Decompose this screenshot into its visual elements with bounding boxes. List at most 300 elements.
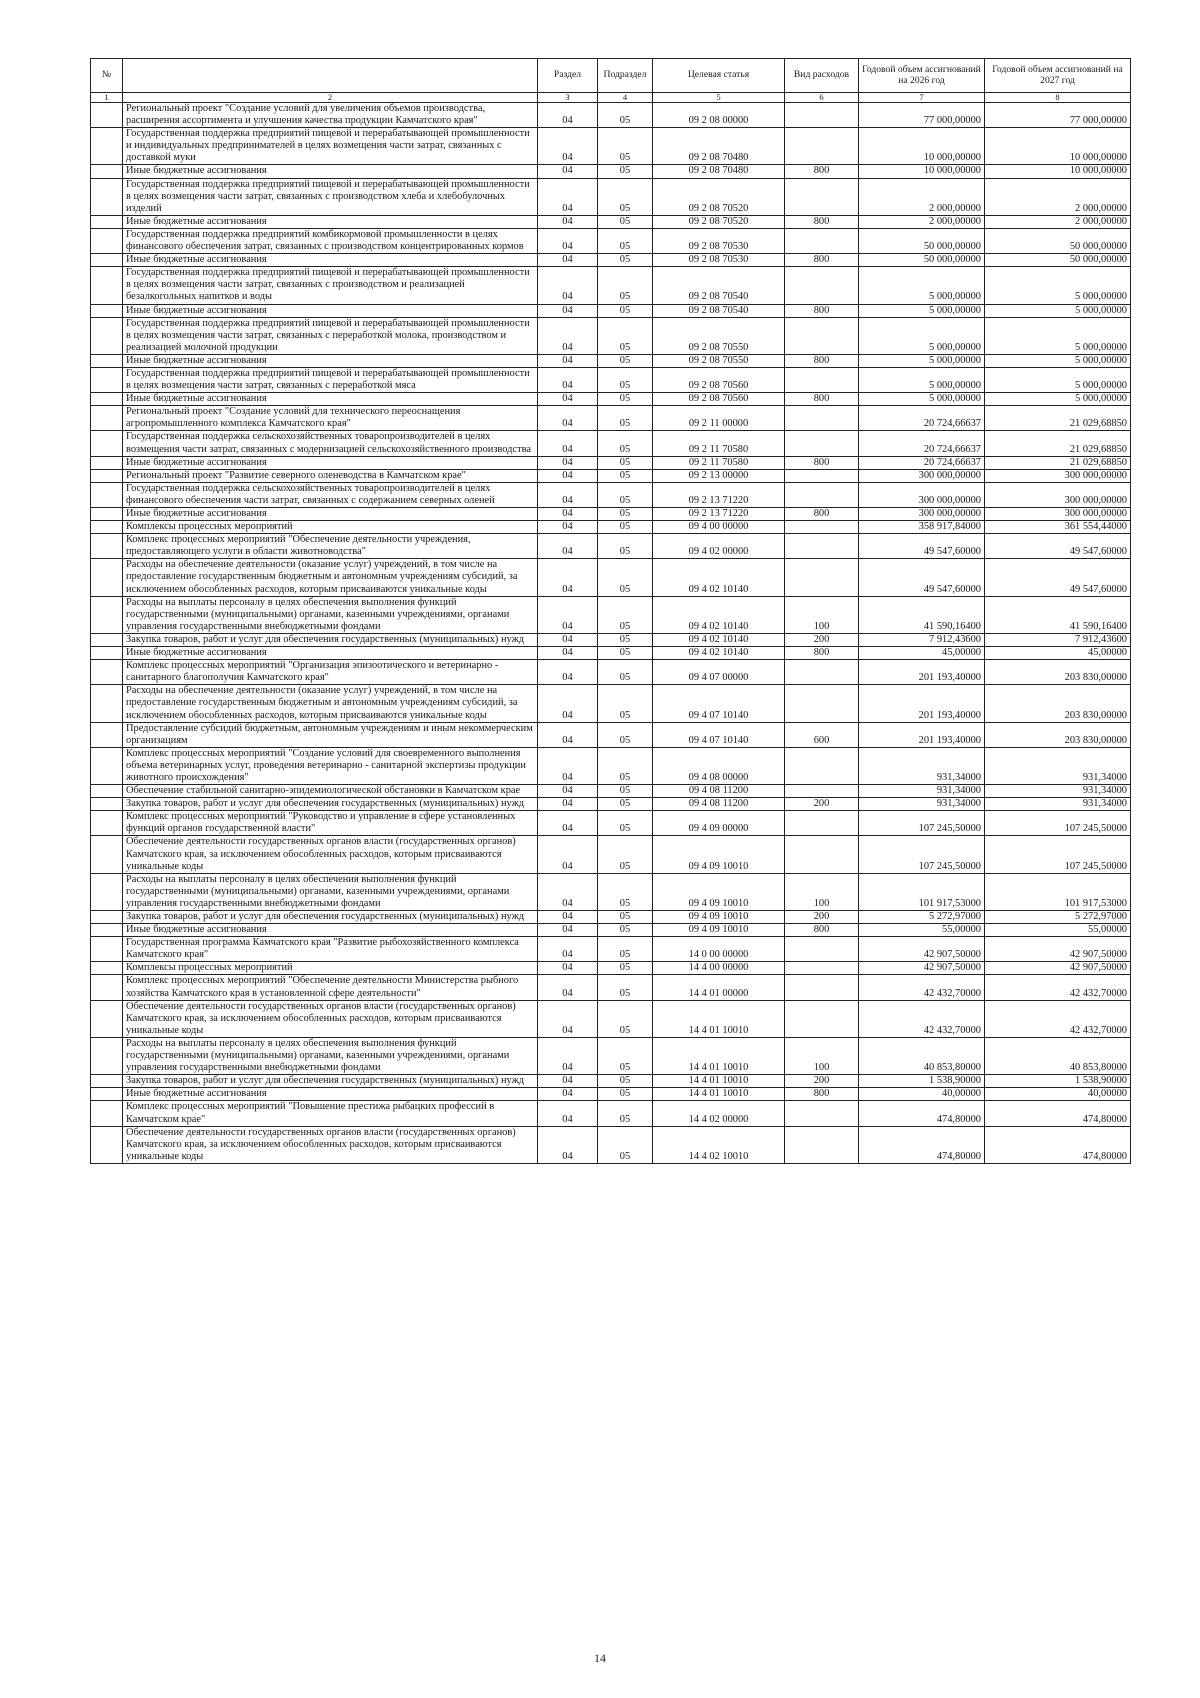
section-cell: 04 xyxy=(538,975,598,1000)
item-name-cell: Закупка товаров, работ и услуг для обеспечения государственных (муниципальных) нужд xyxy=(123,633,538,646)
amount-2027-cell: 42 907,50000 xyxy=(985,937,1131,962)
row-number-cell xyxy=(91,911,123,924)
amount-2027-cell: 49 547,60000 xyxy=(985,559,1131,596)
section-cell: 04 xyxy=(538,722,598,747)
row-number-cell xyxy=(91,431,123,456)
target-article-cell: 09 4 08 11200 xyxy=(653,798,785,811)
subsection-cell: 05 xyxy=(598,660,653,685)
amount-2026-cell: 931,34000 xyxy=(859,798,985,811)
section-cell: 04 xyxy=(538,937,598,962)
row-number-cell xyxy=(91,178,123,215)
expense-type-cell xyxy=(785,317,859,354)
target-article-cell: 09 2 08 70520 xyxy=(653,178,785,215)
row-number-cell xyxy=(91,924,123,937)
target-article-cell: 09 4 02 10140 xyxy=(653,647,785,660)
amount-2027-cell: 107 245,50000 xyxy=(985,811,1131,836)
expense-type-cell: 100 xyxy=(785,596,859,633)
expense-type-cell xyxy=(785,975,859,1000)
subsection-cell: 05 xyxy=(598,722,653,747)
subsection-cell: 05 xyxy=(598,128,653,165)
section-cell: 04 xyxy=(538,367,598,392)
amount-2027-cell: 203 830,00000 xyxy=(985,685,1131,722)
expense-type-cell xyxy=(785,469,859,482)
table-row xyxy=(91,304,1131,317)
amount-2026-cell: 201 193,40000 xyxy=(859,722,985,747)
section-cell: 04 xyxy=(538,911,598,924)
section-cell: 04 xyxy=(538,406,598,431)
expense-type-cell: 800 xyxy=(785,215,859,228)
table-row xyxy=(91,228,1131,253)
table-row xyxy=(91,254,1131,267)
subsection-cell: 05 xyxy=(598,103,653,128)
subsection-cell: 05 xyxy=(598,924,653,937)
amount-2027-cell: 55,00000 xyxy=(985,924,1131,937)
expense-type-cell xyxy=(785,178,859,215)
table-row xyxy=(91,1088,1131,1101)
target-article-cell: 09 4 09 10010 xyxy=(653,836,785,873)
subsection-cell: 05 xyxy=(598,534,653,559)
section-cell: 04 xyxy=(538,431,598,456)
amount-2026-cell: 5 000,00000 xyxy=(859,367,985,392)
header-target-article: Целевая статья xyxy=(653,59,785,93)
section-cell: 04 xyxy=(538,962,598,975)
target-article-cell: 09 4 09 10010 xyxy=(653,911,785,924)
amount-2027-cell: 5 000,00000 xyxy=(985,367,1131,392)
item-name-cell: Закупка товаров, работ и услуг для обеспечения государственных (муниципальных) нужд xyxy=(123,798,538,811)
expense-type-cell xyxy=(785,1101,859,1126)
subsection-cell: 05 xyxy=(598,811,653,836)
expense-type-cell xyxy=(785,228,859,253)
target-article-cell: 14 4 01 10010 xyxy=(653,1037,785,1074)
item-name-cell: Комплекс процессных мероприятий "Организация эпизоотического и ветеринарно - санитарного благополучия Камчатского края" xyxy=(123,660,538,685)
row-number-cell xyxy=(91,228,123,253)
subsection-cell: 05 xyxy=(598,431,653,456)
target-article-cell: 09 2 08 70520 xyxy=(653,215,785,228)
expense-type-cell: 800 xyxy=(785,1088,859,1101)
table-row xyxy=(91,559,1131,596)
budget-sheet xyxy=(90,58,1130,1164)
section-cell: 04 xyxy=(538,178,598,215)
section-cell: 04 xyxy=(538,128,598,165)
table-row xyxy=(91,836,1131,873)
amount-2026-cell: 50 000,00000 xyxy=(859,228,985,253)
table-row xyxy=(91,685,1131,722)
target-article-cell: 14 4 01 10010 xyxy=(653,1088,785,1101)
column-number: 6 xyxy=(785,93,859,103)
amount-2027-cell: 45,00000 xyxy=(985,647,1131,660)
row-number-cell xyxy=(91,1037,123,1074)
subsection-cell: 05 xyxy=(598,1088,653,1101)
amount-2027-cell: 300 000,00000 xyxy=(985,482,1131,507)
subsection-cell: 05 xyxy=(598,254,653,267)
amount-2027-cell: 50 000,00000 xyxy=(985,228,1131,253)
section-cell: 04 xyxy=(538,254,598,267)
section-cell: 04 xyxy=(538,304,598,317)
row-number-cell xyxy=(91,685,123,722)
budget-rows xyxy=(91,103,1131,1164)
target-article-cell: 14 4 01 10010 xyxy=(653,1000,785,1037)
item-name-cell: Иные бюджетные ассигнования xyxy=(123,215,538,228)
table-row xyxy=(91,165,1131,178)
subsection-cell: 05 xyxy=(598,911,653,924)
subsection-cell: 05 xyxy=(598,215,653,228)
table-row xyxy=(91,924,1131,937)
page-number: 14 xyxy=(594,1651,606,1665)
row-number-cell xyxy=(91,103,123,128)
target-article-cell: 09 2 08 70560 xyxy=(653,393,785,406)
table-row xyxy=(91,596,1131,633)
expense-type-cell: 800 xyxy=(785,456,859,469)
table-row xyxy=(91,747,1131,784)
section-cell: 04 xyxy=(538,647,598,660)
amount-2026-cell: 201 193,40000 xyxy=(859,660,985,685)
section-cell: 04 xyxy=(538,165,598,178)
table-row xyxy=(91,633,1131,646)
expense-type-cell xyxy=(785,367,859,392)
target-article-cell: 09 2 08 70540 xyxy=(653,304,785,317)
amount-2027-cell: 41 590,16400 xyxy=(985,596,1131,633)
amount-2026-cell: 931,34000 xyxy=(859,785,985,798)
item-name-cell: Расходы на обеспечение деятельности (оказание услуг) учреждений, в том числе на предоставление государственным бюджетным и автономным учреждениям субсидий, за исключением обособленных расходов, которым присваиваются уникальные коды xyxy=(123,559,538,596)
item-name-cell: Предоставление субсидий бюджетным, автономным учреждениям и иным некоммерческим организациям xyxy=(123,722,538,747)
expense-type-cell xyxy=(785,1000,859,1037)
table-row xyxy=(91,406,1131,431)
target-article-cell: 09 4 09 00000 xyxy=(653,811,785,836)
table-row xyxy=(91,267,1131,304)
expense-type-cell xyxy=(785,836,859,873)
table-row xyxy=(91,393,1131,406)
section-cell: 04 xyxy=(538,103,598,128)
amount-2026-cell: 10 000,00000 xyxy=(859,128,985,165)
expense-type-cell xyxy=(785,559,859,596)
header-name xyxy=(123,59,538,93)
expense-type-cell xyxy=(785,267,859,304)
expense-type-cell: 200 xyxy=(785,633,859,646)
amount-2027-cell: 931,34000 xyxy=(985,747,1131,784)
header-expense-type: Вид расходов xyxy=(785,59,859,93)
item-name-cell: Иные бюджетные ассигнования xyxy=(123,508,538,521)
subsection-cell: 05 xyxy=(598,508,653,521)
item-name-cell: Иные бюджетные ассигнования xyxy=(123,393,538,406)
expense-type-cell xyxy=(785,103,859,128)
table-row xyxy=(91,647,1131,660)
section-cell: 04 xyxy=(538,393,598,406)
amount-2026-cell: 300 000,00000 xyxy=(859,482,985,507)
item-name-cell: Расходы на выплаты персоналу в целях обеспечения выполнения функций государственными (муниципальными) органами, казенными учреждениями, органами управления государственными внебюджетными фондами xyxy=(123,1037,538,1074)
amount-2027-cell: 5 000,00000 xyxy=(985,354,1131,367)
target-article-cell: 09 2 08 70560 xyxy=(653,367,785,392)
row-number-cell xyxy=(91,975,123,1000)
target-article-cell: 09 2 11 00000 xyxy=(653,406,785,431)
target-article-cell: 09 2 08 70480 xyxy=(653,128,785,165)
amount-2027-cell: 2 000,00000 xyxy=(985,215,1131,228)
table-row xyxy=(91,103,1131,128)
amount-2026-cell: 77 000,00000 xyxy=(859,103,985,128)
row-number-cell xyxy=(91,596,123,633)
section-cell: 04 xyxy=(538,836,598,873)
row-number-cell xyxy=(91,367,123,392)
row-number-cell xyxy=(91,937,123,962)
amount-2026-cell: 41 590,16400 xyxy=(859,596,985,633)
subsection-cell: 05 xyxy=(598,267,653,304)
amount-2027-cell: 300 000,00000 xyxy=(985,508,1131,521)
section-cell: 04 xyxy=(538,1101,598,1126)
target-article-cell: 09 4 07 10140 xyxy=(653,722,785,747)
target-article-cell: 09 4 02 10140 xyxy=(653,596,785,633)
section-cell: 04 xyxy=(538,785,598,798)
item-name-cell: Иные бюджетные ассигнования xyxy=(123,456,538,469)
amount-2026-cell: 49 547,60000 xyxy=(859,534,985,559)
expense-type-cell: 800 xyxy=(785,354,859,367)
header-section: Раздел xyxy=(538,59,598,93)
amount-2026-cell: 42 907,50000 xyxy=(859,962,985,975)
row-number-cell xyxy=(91,304,123,317)
amount-2027-cell: 5 272,97000 xyxy=(985,911,1131,924)
subsection-cell: 05 xyxy=(598,785,653,798)
section-cell: 04 xyxy=(538,354,598,367)
row-number-cell xyxy=(91,165,123,178)
item-name-cell: Комплекс процессных мероприятий "Обеспечение деятельности учреждения, предоставляющего услуги в области животноводства" xyxy=(123,534,538,559)
table-row xyxy=(91,1075,1131,1088)
subsection-cell: 05 xyxy=(598,1075,653,1088)
section-cell: 04 xyxy=(538,660,598,685)
item-name-cell: Комплекс процессных мероприятий "Руководство и управление в сфере установленных функций органов государственной власти" xyxy=(123,811,538,836)
target-article-cell: 09 2 13 00000 xyxy=(653,469,785,482)
column-number: 5 xyxy=(653,93,785,103)
item-name-cell: Иные бюджетные ассигнования xyxy=(123,647,538,660)
section-cell: 04 xyxy=(538,1000,598,1037)
expense-type-cell xyxy=(785,747,859,784)
row-number-cell xyxy=(91,1088,123,1101)
item-name-cell: Государственная поддержка предприятий пищевой и перерабатывающей промышленности в целях возмещения части затрат, связанных с производством и реализацией безалкогольных напитков и воды xyxy=(123,267,538,304)
target-article-cell: 09 2 08 00000 xyxy=(653,103,785,128)
header-subsection: Подраздел xyxy=(598,59,653,93)
amount-2027-cell: 361 554,44000 xyxy=(985,521,1131,534)
subsection-cell: 05 xyxy=(598,456,653,469)
amount-2026-cell: 931,34000 xyxy=(859,747,985,784)
section-cell: 04 xyxy=(538,456,598,469)
amount-2026-cell: 20 724,66637 xyxy=(859,456,985,469)
table-row xyxy=(91,128,1131,165)
amount-2027-cell: 203 830,00000 xyxy=(985,660,1131,685)
amount-2026-cell: 474,80000 xyxy=(859,1101,985,1126)
row-number-cell xyxy=(91,406,123,431)
column-number-row xyxy=(91,93,1131,103)
subsection-cell: 05 xyxy=(598,304,653,317)
table-row xyxy=(91,367,1131,392)
item-name-cell: Иные бюджетные ассигнования xyxy=(123,254,538,267)
item-name-cell: Иные бюджетные ассигнования xyxy=(123,354,538,367)
item-name-cell: Закупка товаров, работ и услуг для обеспечения государственных (муниципальных) нужд xyxy=(123,1075,538,1088)
row-number-cell xyxy=(91,215,123,228)
table-row xyxy=(91,215,1131,228)
target-article-cell: 09 2 13 71220 xyxy=(653,482,785,507)
amount-2026-cell: 2 000,00000 xyxy=(859,178,985,215)
row-number-cell xyxy=(91,267,123,304)
amount-2027-cell: 21 029,68850 xyxy=(985,456,1131,469)
table-row xyxy=(91,785,1131,798)
table-row xyxy=(91,1037,1131,1074)
amount-2026-cell: 20 724,66637 xyxy=(859,431,985,456)
subsection-cell: 05 xyxy=(598,873,653,910)
expense-type-cell: 800 xyxy=(785,304,859,317)
header-number: № xyxy=(91,59,123,93)
table-row xyxy=(91,798,1131,811)
amount-2027-cell: 40,00000 xyxy=(985,1088,1131,1101)
amount-2026-cell: 5 272,97000 xyxy=(859,911,985,924)
subsection-cell: 05 xyxy=(598,975,653,1000)
amount-2027-cell: 5 000,00000 xyxy=(985,393,1131,406)
section-cell: 04 xyxy=(538,747,598,784)
target-article-cell: 14 4 02 00000 xyxy=(653,1101,785,1126)
row-number-cell xyxy=(91,633,123,646)
row-number-cell xyxy=(91,1126,123,1163)
table-row xyxy=(91,811,1131,836)
row-number-cell xyxy=(91,508,123,521)
amount-2026-cell: 201 193,40000 xyxy=(859,685,985,722)
row-number-cell xyxy=(91,785,123,798)
expense-type-cell: 800 xyxy=(785,165,859,178)
row-number-cell xyxy=(91,647,123,660)
target-article-cell: 14 4 00 00000 xyxy=(653,962,785,975)
item-name-cell: Обеспечение деятельности государственных органов власти (государственных органов) Камчатского края, за исключением обособленных расходов, которым присваиваются уникальные коды xyxy=(123,836,538,873)
item-name-cell: Государственная поддержка предприятий пищевой и перерабатывающей промышленности в целях возмещения части затрат, связанных с производством хлеба и хлебобулочных изделий xyxy=(123,178,538,215)
item-name-cell: Региональный проект "Развитие северного оленеводства в Камчатском крае" xyxy=(123,469,538,482)
target-article-cell: 09 4 08 11200 xyxy=(653,785,785,798)
target-article-cell: 14 4 01 10010 xyxy=(653,1075,785,1088)
section-cell: 04 xyxy=(538,596,598,633)
target-article-cell: 09 4 07 00000 xyxy=(653,660,785,685)
amount-2026-cell: 45,00000 xyxy=(859,647,985,660)
target-article-cell: 09 2 08 70480 xyxy=(653,165,785,178)
expense-type-cell xyxy=(785,431,859,456)
row-number-cell xyxy=(91,1075,123,1088)
row-number-cell xyxy=(91,456,123,469)
expense-type-cell xyxy=(785,521,859,534)
amount-2026-cell: 5 000,00000 xyxy=(859,354,985,367)
table-row xyxy=(91,317,1131,354)
target-article-cell: 14 4 02 10010 xyxy=(653,1126,785,1163)
item-name-cell: Комплекс процессных мероприятий "Обеспечение деятельности Министерства рыбного хозяйства Камчатского края в установленной сфере деятельности" xyxy=(123,975,538,1000)
item-name-cell: Обеспечение стабильной санитарно-эпидемиологической обстановки в Камчатском крае xyxy=(123,785,538,798)
amount-2026-cell: 42 432,70000 xyxy=(859,1000,985,1037)
column-number: 1 xyxy=(91,93,123,103)
amount-2027-cell: 49 547,60000 xyxy=(985,534,1131,559)
row-number-cell xyxy=(91,534,123,559)
amount-2026-cell: 20 724,66637 xyxy=(859,406,985,431)
amount-2026-cell: 358 917,84000 xyxy=(859,521,985,534)
section-cell: 04 xyxy=(538,633,598,646)
amount-2027-cell: 1 538,90000 xyxy=(985,1075,1131,1088)
amount-2027-cell: 42 432,70000 xyxy=(985,975,1131,1000)
amount-2026-cell: 2 000,00000 xyxy=(859,215,985,228)
subsection-cell: 05 xyxy=(598,962,653,975)
amount-2026-cell: 5 000,00000 xyxy=(859,317,985,354)
table-row xyxy=(91,354,1131,367)
table-row xyxy=(91,431,1131,456)
target-article-cell: 09 2 08 70530 xyxy=(653,228,785,253)
subsection-cell: 05 xyxy=(598,836,653,873)
item-name-cell: Государственная поддержка предприятий пищевой и перерабатывающей промышленности и индивидуальных предпринимателей в целях возмещения части затрат, связанных с доставкой муки xyxy=(123,128,538,165)
table-row xyxy=(91,469,1131,482)
item-name-cell: Обеспечение деятельности государственных органов власти (государственных органов) Камчатского края, за исключением обособленных расходов, которым присваиваются уникальные коды xyxy=(123,1126,538,1163)
subsection-cell: 05 xyxy=(598,393,653,406)
amount-2027-cell: 474,80000 xyxy=(985,1126,1131,1163)
target-article-cell: 09 4 02 10140 xyxy=(653,633,785,646)
section-cell: 04 xyxy=(538,228,598,253)
subsection-cell: 05 xyxy=(598,317,653,354)
amount-2027-cell: 931,34000 xyxy=(985,785,1131,798)
amount-2027-cell: 5 000,00000 xyxy=(985,304,1131,317)
row-number-cell xyxy=(91,559,123,596)
amount-2027-cell: 2 000,00000 xyxy=(985,178,1131,215)
section-cell: 04 xyxy=(538,1075,598,1088)
table-row xyxy=(91,1000,1131,1037)
amount-2026-cell: 40 853,80000 xyxy=(859,1037,985,1074)
row-number-cell xyxy=(91,521,123,534)
expense-type-cell xyxy=(785,128,859,165)
row-number-cell xyxy=(91,354,123,367)
expense-type-cell: 600 xyxy=(785,722,859,747)
amount-2026-cell: 107 245,50000 xyxy=(859,836,985,873)
table-row xyxy=(91,534,1131,559)
table-row xyxy=(91,911,1131,924)
amount-2027-cell: 10 000,00000 xyxy=(985,165,1131,178)
table-row xyxy=(91,521,1131,534)
item-name-cell: Региональный проект "Создание условий для технического переоснащения агропромышленного комплекса Камчатского края" xyxy=(123,406,538,431)
target-article-cell: 09 2 08 70540 xyxy=(653,267,785,304)
subsection-cell: 05 xyxy=(598,798,653,811)
amount-2026-cell: 7 912,43600 xyxy=(859,633,985,646)
amount-2027-cell: 42 432,70000 xyxy=(985,1000,1131,1037)
header-amount-2027: Годовой объем ассигнований на 2027 год xyxy=(985,59,1131,93)
table-row xyxy=(91,1126,1131,1163)
subsection-cell: 05 xyxy=(598,1101,653,1126)
expense-type-cell: 200 xyxy=(785,798,859,811)
row-number-cell xyxy=(91,660,123,685)
amount-2027-cell: 77 000,00000 xyxy=(985,103,1131,128)
row-number-cell xyxy=(91,836,123,873)
section-cell: 04 xyxy=(538,469,598,482)
amount-2026-cell: 50 000,00000 xyxy=(859,254,985,267)
amount-2027-cell: 5 000,00000 xyxy=(985,317,1131,354)
amount-2027-cell: 5 000,00000 xyxy=(985,267,1131,304)
header-row xyxy=(91,59,1131,93)
subsection-cell: 05 xyxy=(598,354,653,367)
table-row xyxy=(91,975,1131,1000)
subsection-cell: 05 xyxy=(598,747,653,784)
table-row xyxy=(91,1101,1131,1126)
subsection-cell: 05 xyxy=(598,1126,653,1163)
subsection-cell: 05 xyxy=(598,367,653,392)
table-row xyxy=(91,660,1131,685)
item-name-cell: Иные бюджетные ассигнования xyxy=(123,165,538,178)
expense-type-cell xyxy=(785,482,859,507)
expense-type-cell xyxy=(785,660,859,685)
expense-type-cell xyxy=(785,937,859,962)
item-name-cell: Комплексы процессных мероприятий xyxy=(123,962,538,975)
target-article-cell: 09 2 11 70580 xyxy=(653,431,785,456)
column-number: 8 xyxy=(985,93,1131,103)
section-cell: 04 xyxy=(538,534,598,559)
section-cell: 04 xyxy=(538,559,598,596)
column-number: 2 xyxy=(123,93,538,103)
item-name-cell: Государственная поддержка предприятий комбикормовой промышленности в целях финансового обеспечения затрат, связанных с производством концентрированных кормов xyxy=(123,228,538,253)
row-number-cell xyxy=(91,254,123,267)
amount-2027-cell: 931,34000 xyxy=(985,798,1131,811)
expense-type-cell: 800 xyxy=(785,508,859,521)
amount-2026-cell: 300 000,00000 xyxy=(859,508,985,521)
